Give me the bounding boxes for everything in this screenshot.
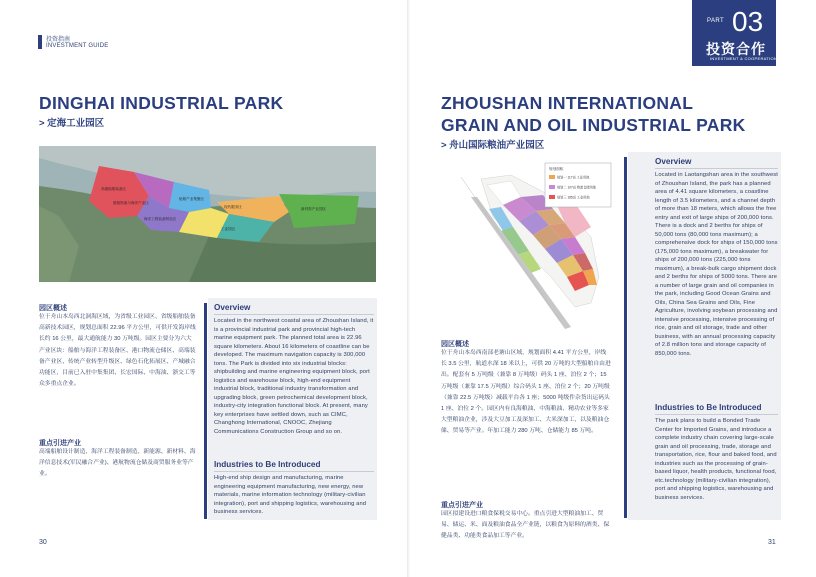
dinghai-map [39,146,376,282]
page-number-left: 30 [39,539,47,546]
zhoushan-title-line2: GRAIN AND OIL INDUSTRIAL PARK [441,115,746,135]
page-fold [407,0,410,577]
zhoushan-overview-en-heading: Overview [655,157,692,166]
zhoushan-map-graphic [441,157,615,330]
legend-title: 规划面积 [549,167,564,171]
map-label-7: 工业园区 [221,227,236,231]
dinghai-title: DINGHAI INDUSTRIAL PARK [39,93,284,113]
header-guide-cn: 投资指南 [46,37,71,43]
part-title-en: INVESTMENT & COOPERATION [710,56,778,61]
zhoushan-title-line1: ZHOUSHAN INTERNATIONAL [441,93,694,113]
zhoushan-en-divider [624,157,627,518]
header-guide-en: INVESTMENT GUIDE [46,43,109,49]
dinghai-overview-en-heading: Overview [214,303,251,312]
dinghai-en-divider [204,303,207,519]
zhoushan-subtitle-cn: > 舟山国际粮油产业园区 [441,140,545,151]
dinghai-focus-en-underline [214,471,374,472]
zhoushan-map [441,157,615,330]
zhoushan-focus-cn-text: 园区拟建设进口粮食保税交易中心。重点引进大型粮油加工、贸易、储运、米、面及粮油食品全产业链，以粮食为原料的酒类、保健品类、功能类食品加工等产业。 [441,511,610,540]
dinghai-focus-cn-heading: 重点引进产业 [39,440,81,447]
dinghai-subtitle-cn: > 定海工业园区 [39,118,105,129]
zhoushan-focus-en-underline [655,414,778,415]
zhoushan-focus-en-heading: Industries to Be Introduced [655,403,762,412]
page-number-right: 31 [768,539,776,546]
zhoushan-focus-en-text: The park plans to build a Bonded Trade Center for Imported Grains, and introduce a complete industry chain covering large-scale grain and oil processing, trade, storage and transportation, rice, flour and baked food, and industries such as the processing of grain-based liquor, health products, functional food, etc.technology (military-civilian integration), port and shipping logistics, warehousing and business services. [655,418,777,501]
zhoushan-focus-cn-heading: 重点引进产业 [441,502,483,509]
map-label-6: 新材料产业园区 [301,207,327,211]
legend-row-3: 规划三 185亩 工业用地 [557,195,590,200]
zhoushan-overview-en-underline [655,168,778,169]
map-label-3: 高端船舶装备区 [101,187,127,191]
legend-row-1: 规划一 117亩 工业用地 [557,175,590,180]
part-number: 03 [732,6,764,37]
part-label: PART [707,18,725,24]
dinghai-map-graphic [39,146,376,282]
dinghai-overview-cn-heading: 园区概述 [39,305,67,312]
dinghai-focus-en-text: High-end ship design and manufacturing, marine engineering equipment manufacturing, new energy, new materials, marine information technology (military-civilian integration), port and shipping logistics, warehousing and business services. [214,475,367,515]
dinghai-focus-cn-text: 高端船舶设计制造、海洋工程装备制造、新能源、新材料、海洋信息技术(军民融合产业)、港航物流仓储及商贸服务业等产业。 [39,449,196,478]
map-label-2: 海洋工程装备制造区 [144,217,177,221]
map-label-1: 港航物流与海洋产业区 [113,201,149,205]
header-accent-bar [38,35,42,49]
part-title-cn: 投资合作 [706,41,766,57]
map-label-5: 现代服务区 [224,205,242,209]
zhoushan-map-legend [545,163,611,207]
dinghai-overview-en-underline [214,314,374,315]
map-label-4: 船舶产业集聚区 [179,197,205,201]
zhoushan-overview-cn-heading: 园区概述 [441,341,469,348]
zhoushan-overview-cn-text: 位于舟山本岛西南部老塘山区域，规划面积 4.41 平方公里，岸线长 3.5 公里，航道水深 18 米以上，可供 20 万吨的大型船舶自由进出。配套有 5 万吨级（兼靠 8 万吨级）码头 1 座、泊位 2 个；15 万吨级（兼靠 17.5 万吨级）综合码头 1 座、泊位 2 个；20 万吨级（兼靠 22.5 万吨级）减载平台各 1 座；5000 吨级件杂货出运码头 1 座、泊位 2 个。园区内有良海粮油、中海粮油、精功农业等多家大型粮油企业，涉及大豆加工及深加工、大米深加工，以及粮油仓储、贸易等产业。年加工能力 280 万吨、仓储能力 85 万吨。 [441,350,611,435]
zhoushan-overview-en-text: Located in Laotangshan area in the southwest of Zhoushan Island, the park has a planned area of 4.41 square kilometers, a coastline length of 3.5 kilometers, and a channel depth of more than 18 meters, which allows the free entry and exit of large ships of 200,000 tons. There is a dock and 2 berths for ships of 50,000 tons (80,000 tons maximum); a comprehensive dock for ships of 150,000 tons (175,000 tons maximum), a breakwater for ships of 200,000 tons (225,000 tons maximum), a break-bulk cargo shipment dock and 2 berths for ships of 5000 tons. There are a number of large grain and oil companies in the park, including Good Ocean Grains and Oils, China Sea Grains and Oils, Fine Agriculture, involving soybean processing and intensive processing, intensive processing of rice, grain and oil storage, trade and other business, with an annual processing capacity of 2.8 million tons and storage capacity of 850,000 tons. [655,172,779,357]
dinghai-focus-en-heading: Industries to Be Introduced [214,460,321,469]
dinghai-overview-en-text: Located in the northwest coastal area of Zhoushan Island, it is a provincial industrial park and provincial high-tech marine equipment park. The planned total area is 22.96 square kilometers. About 16 kilometers of coastline can be developed. The maximum navigation capacity is 300,000 tons. The Park is divided into six industrial blocks: shipbuilding and marine engineering equipment block, port logistics and warehouse block, high-end equipment industrial block, traditional industry transformation and upgrading block, green petrochemical development block, industry-city integration functional block. At present, many key enterprises have settled down, such as CIMC, Changhong International, CNOOC, Zhejiang Communications Construction Group and so on. [214,318,374,435]
legend-row-2: 规划二 107亩 物流仓储用地 [557,185,596,190]
dinghai-overview-cn-text: 位于舟山本岛西北洞海区域，为省级工业园区、省级船舶装备高新技术园区，规划总面积 22.96 平方公里，可供开发海岸线长约 16 公里，最大通航能力 30 万吨级。园区主要分为六大产业区块：船舶与海洋工程装备区、港口物流仓储区、高端装备产业区、传统产业转型升级区、绿色石化拓展区、产城融合功能区，目前已入驻中集集团、长宏国际、中海油、浙交工等众多重点企业。 [39,314,196,388]
